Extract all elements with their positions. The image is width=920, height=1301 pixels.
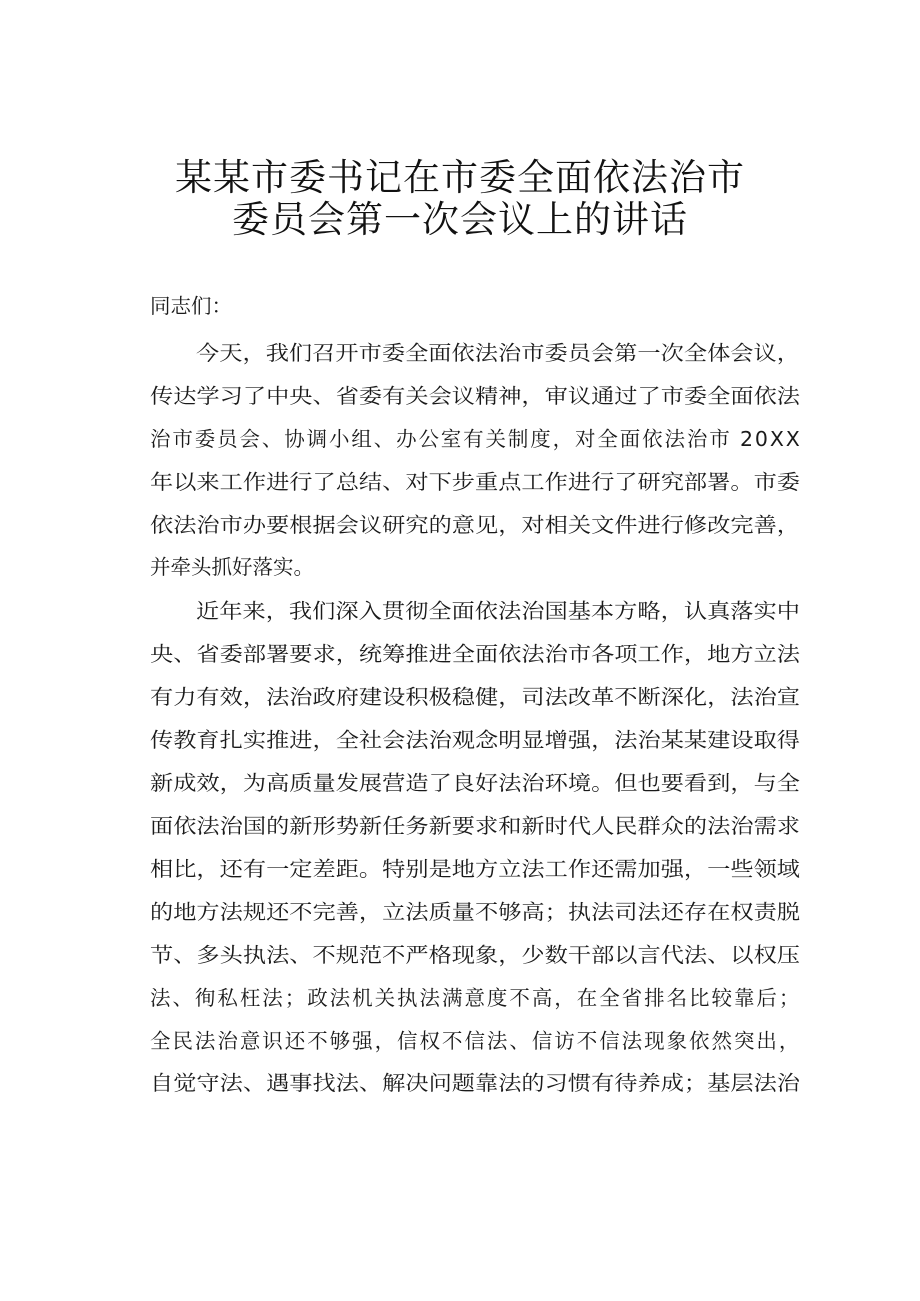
paragraph-2-line: 节、多头执法、不规范不严格现象，少数干部以言代法、以权压 [150,943,800,967]
paragraph-2-line: 的地方法规还不完善，立法质量不够高；执法司法还存在权责脱 [150,900,800,924]
paragraph-2-line: 全民法治意识还不够强，信权不信法、信访不信法现象依然突出， [150,1029,802,1053]
paragraph-1-line: 依法治市办要根据会议研究的意见，对相关文件进行修改完善， [150,513,800,537]
paragraph-1-line: 年以来工作进行了总结、对下步重点工作进行了研究部署。市委 [150,470,800,494]
paragraph-2-line: 法、徇私枉法；政法机关执法满意度不高，在全省排名比较靠后； [150,986,802,1010]
paragraph-1-line: 今天，我们召开市委全面依法治市委员会第一次全体会议， [196,341,800,365]
paragraph-2-line: 相比，还有一定差距。特别是地方立法工作还需加强，一些领域 [150,857,800,881]
paragraph-2-line: 新成效，为高质量发展营造了良好法治环境。但也要看到，与全 [150,771,800,795]
salutation: 同志们： [150,294,232,318]
paragraph-2-line: 近年来，我们深入贯彻全面依法治国基本方略，认真落实中 [196,599,800,623]
paragraph-2-line: 面依法治国的新形势新任务新要求和新时代人民群众的法治需求 [150,814,800,838]
paragraph-2-line: 传教育扎实推进，全社会法治观念明显增强，法治某某建设取得 [150,728,800,752]
paragraph-2-line: 央、省委部署要求，统筹推进全面依法治市各项工作，地方立法 [150,642,800,666]
document-title-line-2: 委员会第一次会议上的讲话 [232,198,688,241]
paragraph-1-line: 治市委员会、协调小组、办公室有关制度，对全面依法治市 20XX [150,427,802,451]
paragraph-2-line: 自觉守法、遇事找法、解决问题靠法的习惯有待养成；基层法治 [150,1071,800,1095]
paragraph-2-line: 有力有效，法治政府建设积极稳健，司法改革不断深化，法治宣 [150,685,800,709]
paragraph-1-line: 并牵头抓好落实。 [150,555,314,579]
paragraph-1-line: 传达学习了中央、省委有关会议精神，审议通过了市委全面依法 [150,384,800,408]
document-title-line-1: 某某市委书记在市委全面依法治市 [175,156,745,199]
